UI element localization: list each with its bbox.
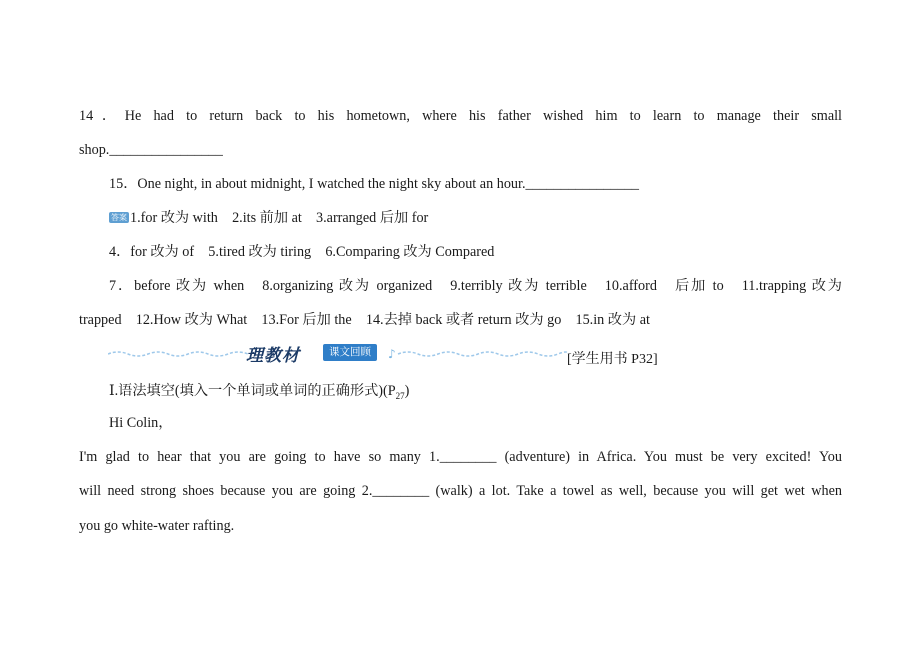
- answer-badge: 答案: [111, 213, 127, 222]
- answers-line4: trapped 12.How 改为 What 13.For 后加 the 14.去掉 back 或者 return 改为 go 15.in 改为 at: [79, 312, 650, 328]
- question-15-blank: ________________: [525, 176, 640, 192]
- question-14-line1: 14．He had to return back to his hometown, where his father wished him to learn to manage their small: [79, 108, 842, 124]
- question-15: [109, 174, 842, 194]
- question-15-text: 15．One night, in about midnight, I watched the night sky about an hour.: [109, 176, 526, 192]
- answers-line1-text: 1.for 改为 with 2.its 前加 at 3.arranged 后加 for: [130, 210, 429, 226]
- answers-line1: [109, 208, 842, 228]
- section-1-title-sub: 27: [395, 390, 405, 401]
- letter-line3: you go white-water rafting.: [79, 518, 235, 534]
- banner-subtitle: 课文回顾: [323, 344, 377, 361]
- section-banner: [108, 338, 568, 366]
- page-reference: [学生用书 P32]: [567, 352, 658, 367]
- letter-line2: will need strong shoes because you are going 2.________ (walk) a lot. Take a towel as well, because you will get wet when: [79, 483, 842, 499]
- question-14-line2: [79, 140, 842, 160]
- answers-line2: 4．for 改为 of 5.tired 改为 tiring 6.Comparing 改为 Compared: [109, 244, 495, 260]
- question-14-blank: ________________: [109, 142, 223, 158]
- section-1-title: [109, 381, 842, 406]
- letter-greeting: Hi Colin，: [109, 415, 173, 431]
- section-1-title-end: ): [404, 383, 410, 399]
- svg-text:♪: ♪: [388, 347, 396, 361]
- banner-title: 理教材: [246, 346, 300, 366]
- answers-line3: 7．before 改为 when 8.organizing 改为 organized 9.terribly 改为 terrible 10.afford 后加 to 11.trapping 改为: [109, 278, 842, 294]
- letter-line1: I'm glad to hear that you are going to have so many 1.________ (adventure) in Africa. You must be very excited! You: [79, 449, 842, 465]
- question-14-shop: shop.: [79, 142, 110, 158]
- section-1-title-text: Ⅰ.语法填空(填入一个单词或单词的正确形式)(P: [109, 383, 396, 399]
